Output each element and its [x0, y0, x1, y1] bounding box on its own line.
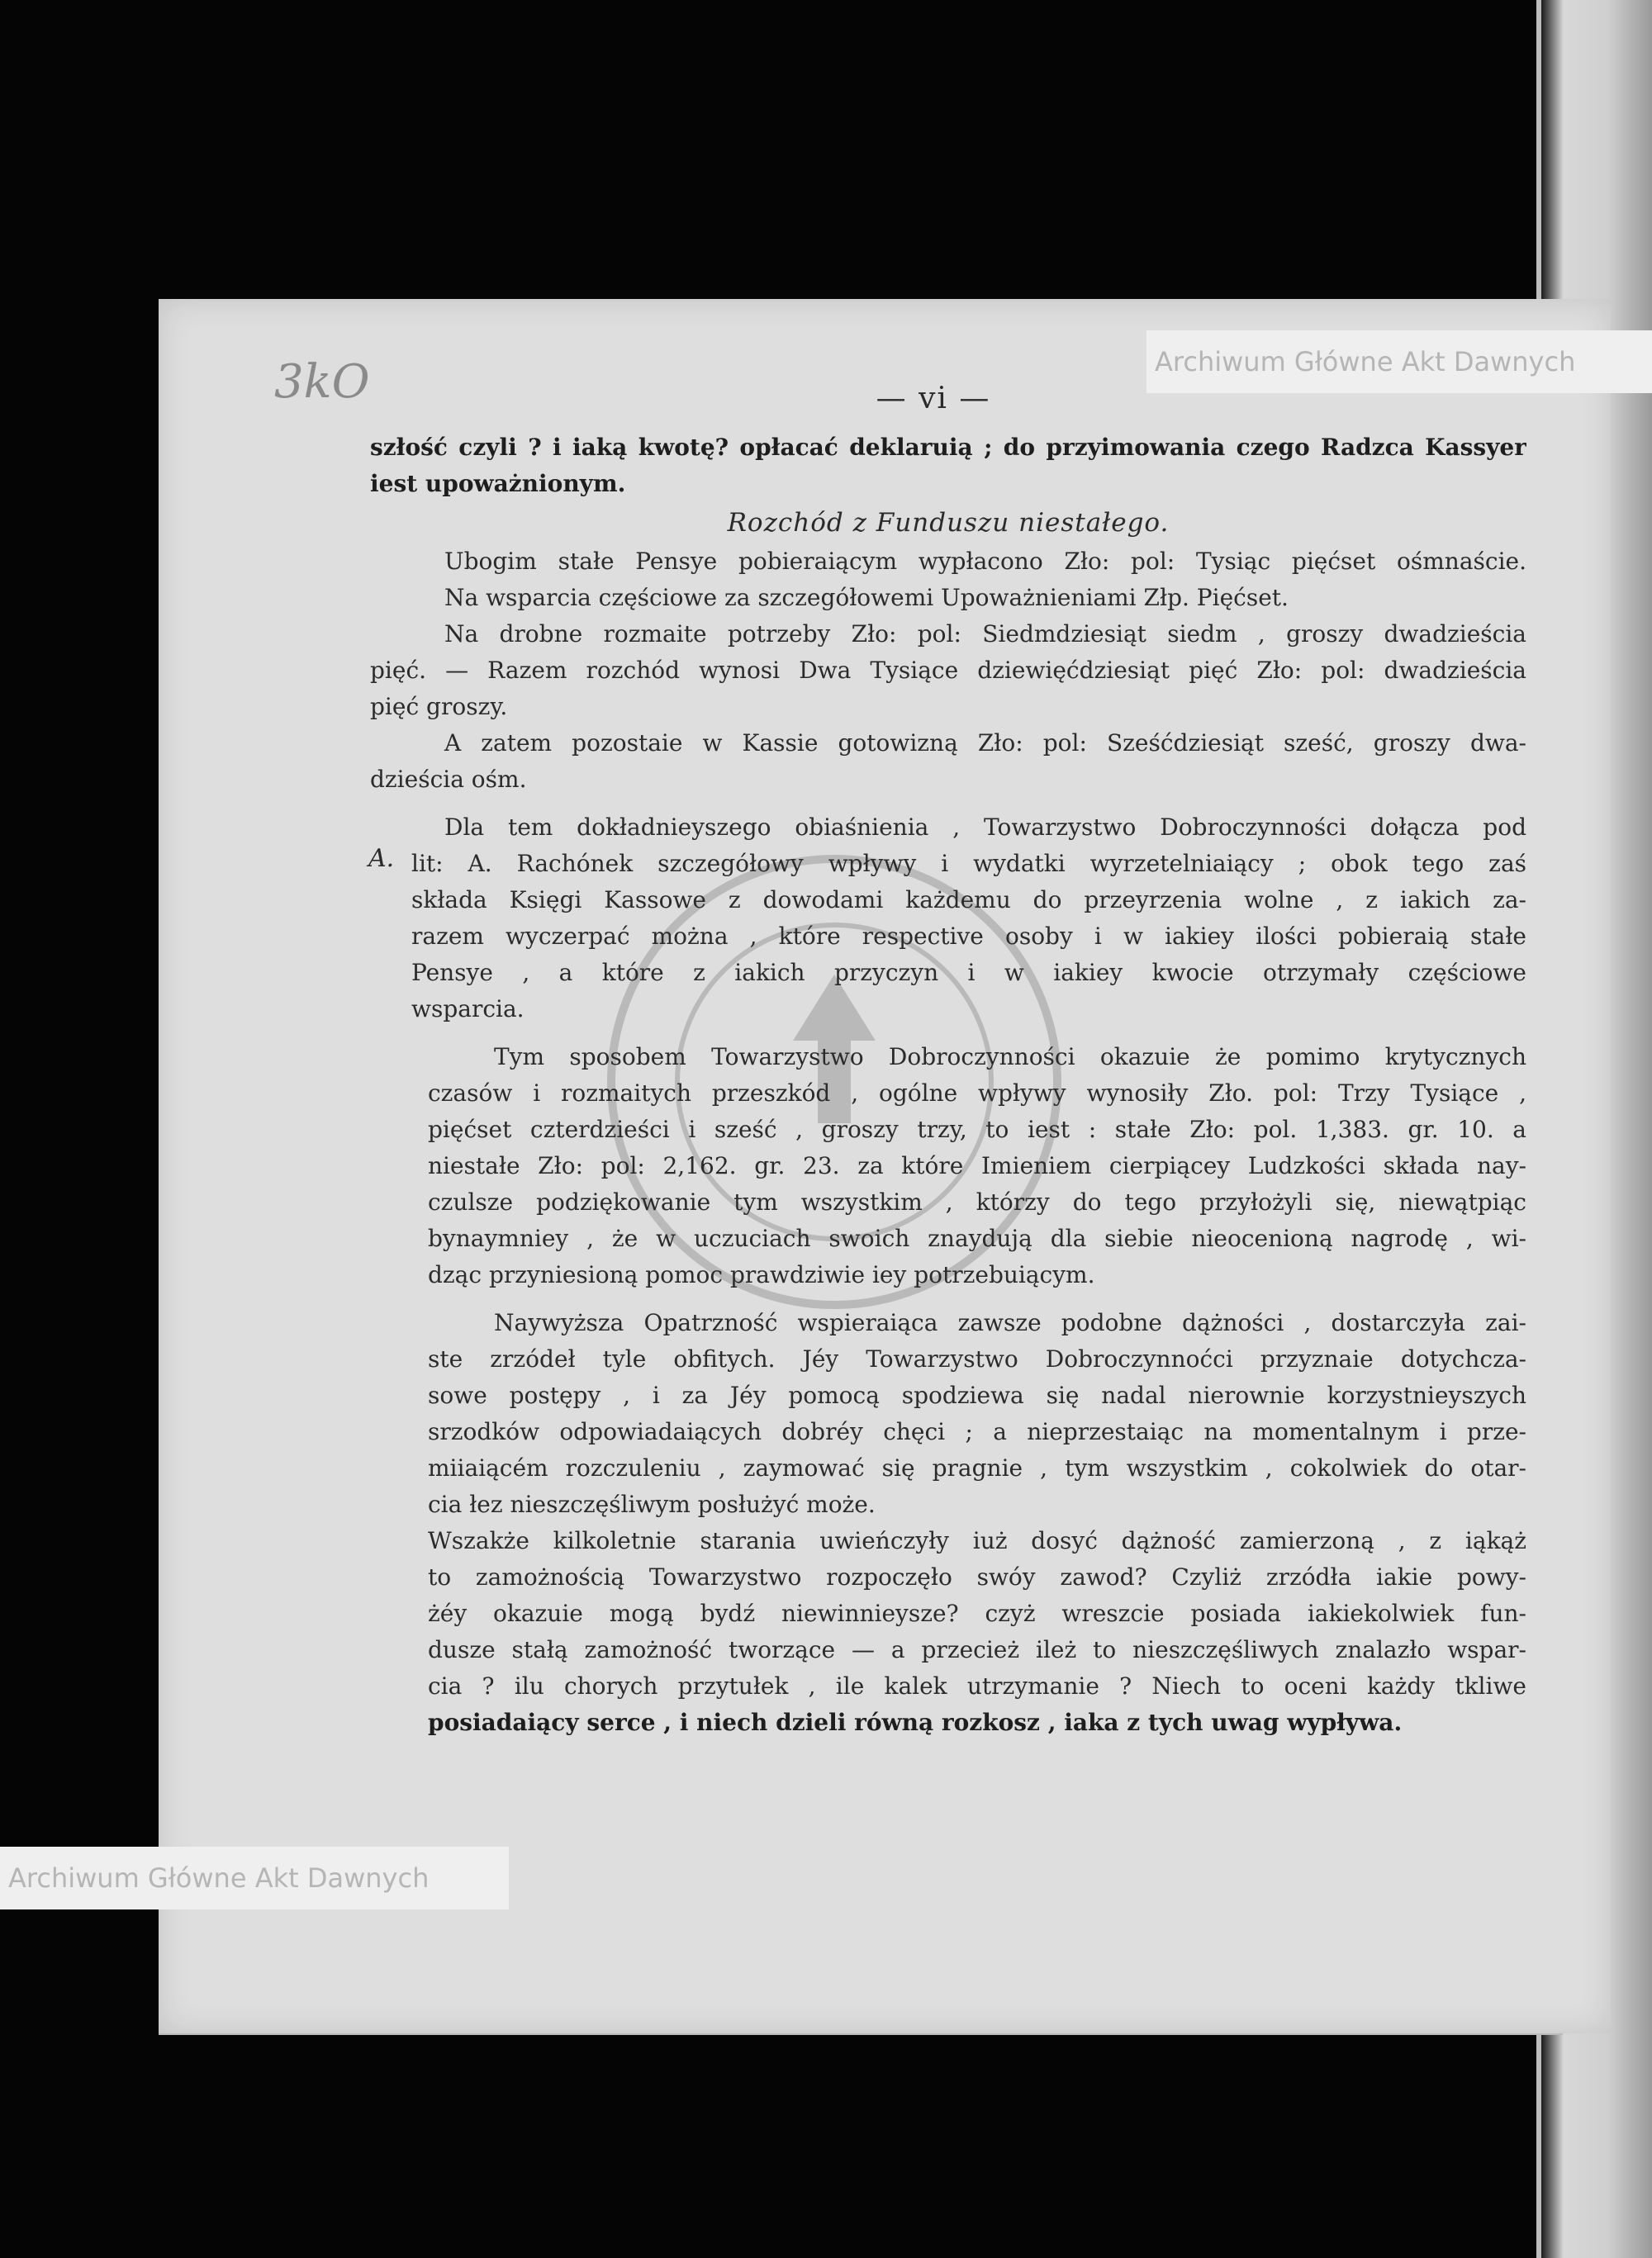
text-line: dząc przyniesioną pomoc prawdziwie iey potrzebuiącym. [428, 1261, 1095, 1288]
text-line: niestałe Zło: pol: 2,162. gr. 23. za które Imieniem cierpiącey Ludzkości składa nay- [428, 1152, 1526, 1179]
text-line: cia ? ilu chorych przytułek , ile kalek utrzymanie ? Niech to oceni każdy tkliwe [428, 1672, 1526, 1700]
text-line: dusze stałą zamożność tworzące — a przecież ileż to nieszczęśliwych znalazło wspar- [428, 1636, 1526, 1663]
text-line: lit: A. Rachónek szczegółowy wpływy i wydatki wyrzetelniaiący ; obok tego zaś [411, 850, 1526, 877]
text-line: posiadaiący serce , i niech dzieli równą rozkosz , iaka z tych uwag wypływa. [428, 1709, 1403, 1736]
text-line: wsparcia. [411, 995, 525, 1022]
text-line: składa Księgi Kassowe z dowodami każdemu do przeyrzenia wolne , z iakich za- [411, 886, 1526, 913]
watermark-bottom: Archiwum Główne Akt Dawnych [0, 1847, 509, 1909]
text-line: Dla tem dokładnieyszego obiaśnienia , Towarzystwo Dobroczynności dołącza pod [444, 814, 1526, 841]
text-line: Ubogim stałe Pensye pobieraiącym wypłacono Zło: pol: Tysiąc pięćset ośmnaście. [444, 548, 1526, 575]
text-line: dzieścia ośm. [370, 766, 527, 793]
page-number: — vi — [876, 382, 991, 415]
handwritten-mark: 3kO [274, 355, 370, 409]
text-line: miiaiącém rozczuleniu , zaymować się pragnie , tym wszystkim , cokolwiek do otar- [428, 1454, 1526, 1482]
text-line: srzodków odpowiadaiących dobréy chęci ; a nieprzestaiąc na momentalnym i prze- [428, 1418, 1526, 1445]
text-line: pięćset czterdzieści i sześć , groszy trzy, to iest : stałe Zło: pol. 1,383. gr. 10. a [428, 1116, 1526, 1143]
section-heading: Rozchód z Funduszu niestałego. [727, 508, 1170, 538]
document-text [370, 429, 1526, 1741]
text-line: sowe postępy , i za Jéy pomocą spodziewa się nadal nierownie korzystnieyszych [428, 1382, 1526, 1409]
text-line: to zamożnością Towarzystwo rozpoczęło swóy zawod? Czyliż zrzódła iakie powy- [428, 1563, 1526, 1591]
text-line: razem wyczerpać można , które respective osoby i w iakiey ilości pobieraią stałe [411, 923, 1526, 950]
watermark-top: Archiwum Główne Akt Dawnych [1146, 330, 1652, 393]
page-bottom-edge [159, 2033, 1563, 2035]
text-line: bynaymniey , że w uczuciach swoich znaydują dla siebie nieocenioną nagrodę , wi- [428, 1225, 1526, 1252]
text-line: ste zrzódeł tyle obfitych. Jéy Towarzystwo Dobroczynnoćci przyznaie dotychcza- [428, 1345, 1526, 1373]
text-line: Tym sposobem Towarzystwo Dobroczynności okazuie że pomimo krytycznych [494, 1043, 1526, 1070]
text-line: cia łez nieszczęśliwym posłużyć może. [428, 1491, 876, 1518]
text-line: Na wsparcia częściowe za szczegółowemi Upoważnieniami Złp. Pięćset. [444, 584, 1289, 611]
text-line: pięć groszy. [370, 693, 508, 720]
text-line: Naywyższa Opatrzność wspieraiąca zawsze podobne dążności , dostarczyła zai- [494, 1309, 1526, 1336]
text-line: iest upoważnionym. [370, 470, 626, 497]
text-line: A zatem pozostaie w Kassie gotowizną Zło: pol: Sześćdziesiąt sześć, groszy dwa- [444, 729, 1526, 757]
text-line: szłość czyli ? i iaką kwotę? opłacać deklaruią ; do przyimowania czego Radzca Kassyer [370, 434, 1526, 461]
text-line: Wszakże kilkoletnie starania uwieńczyły iuż dosyć dążność zamierzoną , z iąkąż [428, 1527, 1526, 1554]
text-line: Na drobne rozmaite potrzeby Zło: pol: Siedmdziesiąt siedm , groszy dwadzieścia [444, 620, 1526, 648]
text-line: Pensye , a które z iakich przyczyn i w iakiey kwocie otrzymały częściowe [411, 959, 1526, 986]
text-line: żéy okazuie mogą bydź niewinnieysze? czyż wreszcie posiada iakiekolwiek fun- [428, 1600, 1526, 1627]
text-line: czulsze podziękowanie tym wszystkim , którzy do tego przyłożyli się, niewątpiąc [428, 1188, 1526, 1216]
text-line: czasów i rozmaitych przeszkód , ogólne wpływy wynosiły Zło. pol: Trzy Tysiące , [428, 1079, 1526, 1107]
text-line: pięć. — Razem rozchód wynosi Dwa Tysiące dziewięćdziesiąt pięć Zło: pol: dwadzieścia [370, 657, 1526, 684]
margin-note: A. [368, 844, 395, 873]
